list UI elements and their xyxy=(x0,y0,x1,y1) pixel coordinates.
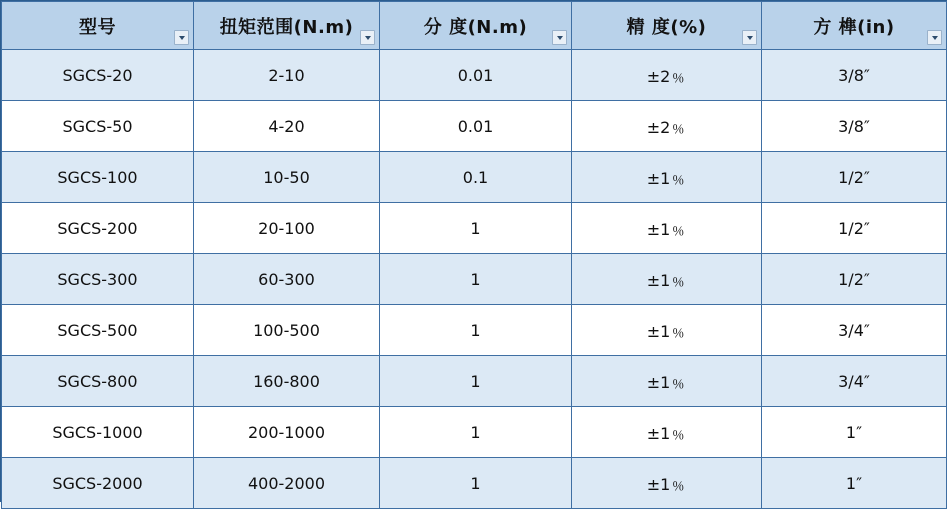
column-header-label: 方 榫(in) xyxy=(813,16,895,38)
cell-model: SGCS-50 xyxy=(2,101,194,152)
filter-dropdown-icon[interactable] xyxy=(742,30,757,45)
column-header-model xyxy=(2,2,194,50)
filter-dropdown-icon[interactable] xyxy=(552,30,567,45)
column-header-label: 分 度(N.m) xyxy=(423,16,528,38)
table-row xyxy=(2,50,947,101)
table-row xyxy=(2,101,947,152)
cell-model: SGCS-2000 xyxy=(2,458,194,509)
cell-graduation: 1 xyxy=(380,407,572,458)
cell-torque-range: 200-1000 xyxy=(194,407,380,458)
cell-square-drive: 1″ xyxy=(762,458,947,509)
table-row xyxy=(2,203,947,254)
table-row xyxy=(2,305,947,356)
cell-accuracy: ±1﹪ xyxy=(572,254,762,305)
table-row xyxy=(2,458,947,509)
cell-torque-range: 2-10 xyxy=(194,50,380,101)
column-header-accuracy xyxy=(572,2,762,50)
cell-square-drive: 3/8″ xyxy=(762,50,947,101)
cell-model: SGCS-500 xyxy=(2,305,194,356)
cell-accuracy: ±1﹪ xyxy=(572,356,762,407)
cell-accuracy: ±1﹪ xyxy=(572,305,762,356)
column-header-graduation xyxy=(380,2,572,50)
cell-model: SGCS-300 xyxy=(2,254,194,305)
cell-graduation: 1 xyxy=(380,254,572,305)
cell-model: SGCS-100 xyxy=(2,152,194,203)
cell-model: SGCS-1000 xyxy=(2,407,194,458)
cell-torque-range: 10-50 xyxy=(194,152,380,203)
table-row xyxy=(2,356,947,407)
cell-square-drive: 3/4″ xyxy=(762,356,947,407)
cell-graduation: 0.01 xyxy=(380,101,572,152)
filter-dropdown-icon[interactable] xyxy=(174,30,189,45)
cell-graduation: 1 xyxy=(380,305,572,356)
cell-accuracy: ±1﹪ xyxy=(572,407,762,458)
cell-accuracy: ±2﹪ xyxy=(572,101,762,152)
cell-graduation: 1 xyxy=(380,203,572,254)
cell-torque-range: 160-800 xyxy=(194,356,380,407)
filter-dropdown-icon[interactable] xyxy=(360,30,375,45)
cell-torque-range: 400-2000 xyxy=(194,458,380,509)
cell-model: SGCS-200 xyxy=(2,203,194,254)
cell-graduation: 1 xyxy=(380,356,572,407)
cell-torque-range: 100-500 xyxy=(194,305,380,356)
column-header-label: 扭矩范围(N.m) xyxy=(219,16,354,38)
table-body xyxy=(2,50,947,509)
filter-dropdown-icon[interactable] xyxy=(927,30,942,45)
cell-torque-range: 4-20 xyxy=(194,101,380,152)
cell-model: SGCS-20 xyxy=(2,50,194,101)
column-header-label: 精 度(%) xyxy=(626,16,707,38)
table-row xyxy=(2,407,947,458)
cell-accuracy: ±1﹪ xyxy=(572,152,762,203)
cell-torque-range: 20-100 xyxy=(194,203,380,254)
cell-square-drive: 1/2″ xyxy=(762,152,947,203)
cell-graduation: 0.1 xyxy=(380,152,572,203)
cell-graduation: 0.01 xyxy=(380,50,572,101)
cell-square-drive: 1/2″ xyxy=(762,203,947,254)
specification-table xyxy=(1,1,947,509)
cell-graduation: 1 xyxy=(380,458,572,509)
cell-square-drive: 3/8″ xyxy=(762,101,947,152)
cell-torque-range: 60-300 xyxy=(194,254,380,305)
column-header-square-drive xyxy=(762,2,947,50)
table-header xyxy=(2,2,947,50)
header-row xyxy=(2,2,947,50)
cell-accuracy: ±1﹪ xyxy=(572,203,762,254)
table-row xyxy=(2,152,947,203)
cell-accuracy: ±2﹪ xyxy=(572,50,762,101)
cell-model: SGCS-800 xyxy=(2,356,194,407)
cell-square-drive: 3/4″ xyxy=(762,305,947,356)
column-header-label: 型号 xyxy=(79,16,116,38)
column-header-torque-range xyxy=(194,2,380,50)
table-row xyxy=(2,254,947,305)
cell-square-drive: 1/2″ xyxy=(762,254,947,305)
cell-accuracy: ±1﹪ xyxy=(572,458,762,509)
cell-square-drive: 1″ xyxy=(762,407,947,458)
